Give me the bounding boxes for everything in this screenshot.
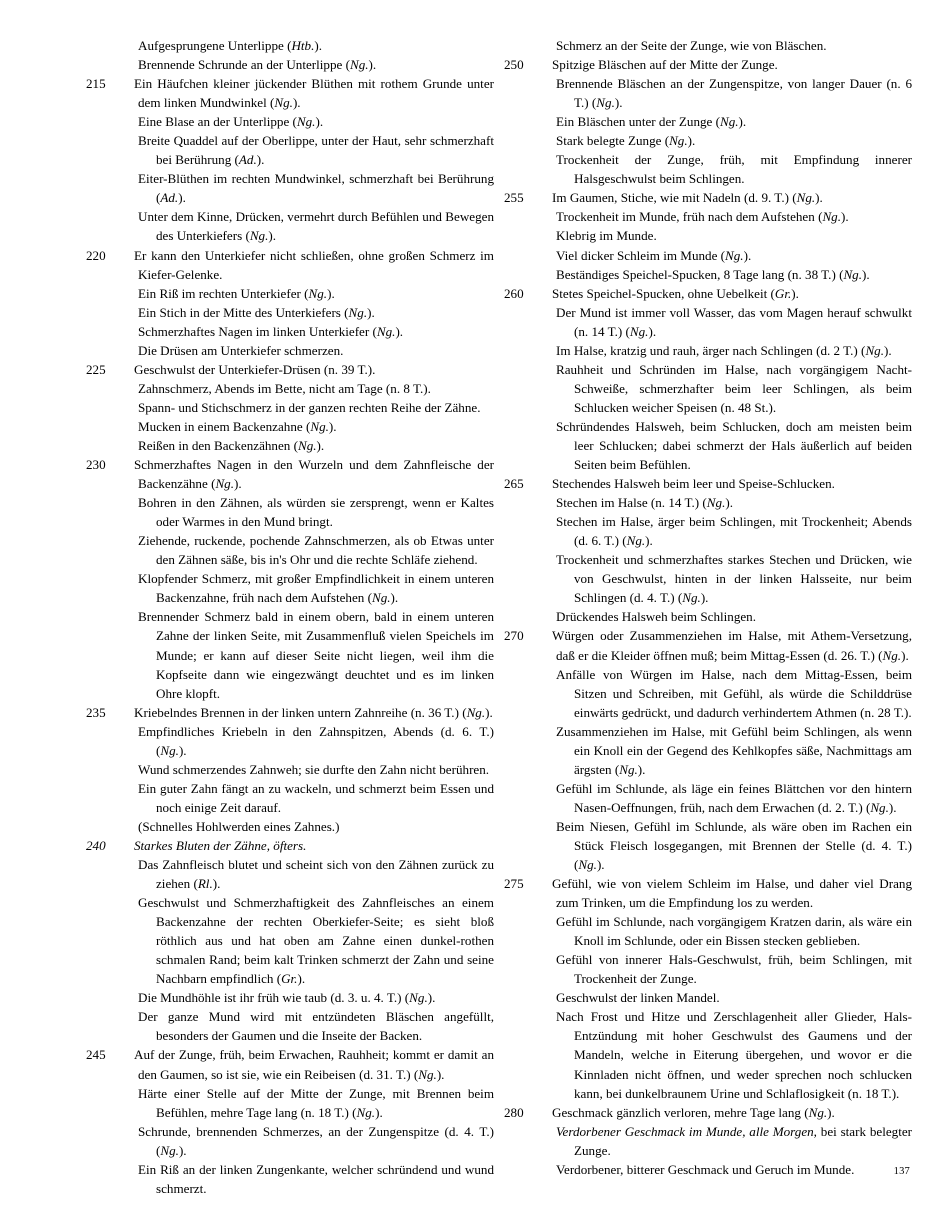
entry-text: Brennende Schrunde an der Unterlippe (	[138, 57, 350, 73]
entry-text-tail: ).	[637, 761, 646, 777]
symptom-entry	[530, 226, 912, 245]
source-abbreviation: Ng.	[409, 990, 428, 1006]
entry-text: Ein guter Zahn fängt an zu wackeln, und schmerzt beim Essen und noch einige Zeit darauf.	[138, 780, 494, 815]
symptom-entry-220	[86, 246, 494, 284]
symptom-entry	[530, 207, 912, 226]
entry-text: Starkes Bluten der Zähne, öfters.	[134, 837, 307, 853]
source-abbreviation: Ng.	[865, 342, 884, 358]
symptom-entry-275	[504, 874, 912, 912]
source-abbreviation: Ng.	[356, 1104, 376, 1120]
entry-number: 250	[504, 57, 524, 73]
entry-text-tail: ).	[645, 533, 653, 549]
entry-text: Stechendes Halsweh beim leer und Speise-Schlucken.	[552, 476, 835, 492]
entry-text-tail: ).	[827, 1104, 835, 1120]
entry-text: Schmerz an der Seite der Zunge, wie von Bläschen.	[556, 38, 827, 53]
entry-text: Stark belegte Zunge (	[556, 133, 670, 149]
symptom-entry	[112, 722, 494, 760]
symptom-entry	[530, 265, 912, 284]
entry-text: Verdorbener Geschmack im Munde, alle Morgen,	[556, 1123, 817, 1139]
symptom-entry	[112, 417, 494, 436]
entry-text-tail: ).	[268, 228, 277, 244]
symptom-entry	[530, 131, 912, 150]
source-abbreviation: Ng.	[808, 1104, 828, 1120]
entry-text: Anfälle von Würgen im Halse, nach dem Mittag-Essen, beim Sitzen und Schreiben, mit Gefühl, als würde die Schilddrüse einwärts gedrückt, und dadurch verhindertem Athmen (n. 28 T.).	[556, 666, 912, 720]
entry-text: Die Mundhöhle ist ihr früh wie taub (d. 3. u. 4. T.) (	[138, 990, 410, 1006]
symptom-entry	[530, 1007, 912, 1102]
source-abbreviation: Gr.	[281, 971, 298, 987]
entry-text: Die Drüsen am Unterkiefer schmerzen.	[138, 342, 344, 358]
entry-text: Ein Stich in der Mitte des Unterkiefers (	[138, 304, 349, 320]
entry-text: Aufgesprungene Unterlippe (	[138, 38, 292, 53]
entry-text-tail: ).	[596, 857, 605, 873]
source-abbreviation: Ng.	[596, 95, 615, 111]
source-abbreviation: Ng.	[296, 114, 316, 130]
entry-text-tail: ).	[297, 971, 306, 987]
symptom-entry	[112, 36, 494, 55]
entry-text: Würgen oder Zusammenziehen im Halse, mit Athem-Versetzung, daß er die Kleider öffnen muß; beim Mittag-Essen (d. 26. T.) (	[552, 628, 912, 663]
symptom-entry	[112, 531, 494, 569]
symptom-entry	[112, 398, 494, 417]
source-abbreviation: Ng.	[215, 476, 234, 492]
entry-text: Brennender Schmerz bald in einem obern, bald in einem unteren Zahne der linken Seite, mit Zusammenfluß vielen Speichels im Munde; er kann auf dieser Seite nicht liegen, weil ihm die Kopfseite dann wie eingezwängt deuchtet und es im linken Ohre klopft.	[138, 609, 494, 701]
source-abbreviation: Ng.	[682, 590, 701, 606]
entry-text-tail: ).	[212, 876, 221, 892]
source-abbreviation: Ng.	[160, 1142, 179, 1158]
symptom-entry-245	[86, 1045, 494, 1083]
symptom-entry	[112, 893, 494, 988]
symptom-entry	[112, 493, 494, 531]
entry-number: 260	[504, 285, 524, 301]
symptom-entry	[112, 112, 494, 131]
entry-text: Empfindliches Kriebeln in den Zahnspitzen, Abends (d. 6. T.) (	[138, 723, 494, 758]
entry-text-tail: ).	[178, 742, 187, 758]
entry-text: Spann- und Stichschmerz in der ganzen rechten Reihe der Zähne.	[138, 399, 481, 415]
entry-text-tail: ).	[427, 990, 436, 1006]
entry-text-tail: ).	[234, 476, 242, 492]
two-column-text-body	[86, 36, 913, 1198]
entry-text-tail: ).	[485, 704, 493, 720]
symptom-entry	[530, 1160, 912, 1179]
source-abbreviation: Ng.	[310, 418, 329, 434]
entry-number: 235	[86, 704, 106, 720]
entry-text: Beim Niesen, Gefühl im Schlunde, als wäre oben im Rachen ein Stück Fleisch losgegangen, mit Brennen der Stelle (d. 4. T.) (	[556, 818, 912, 873]
entry-text-tail: ).	[316, 437, 325, 453]
entry-text: Beständiges Speichel-Spucken, 8 Tage lang (n. 38 T.) (	[556, 266, 844, 282]
entry-number: 225	[86, 361, 106, 377]
entry-number: 270	[504, 628, 524, 644]
entry-number: 275	[504, 876, 524, 892]
entry-text: Gefühl im Schlunde, als läge ein feines Blättchen vor den hintern Nasen-Oeffnungen, früh, nach dem Erwachen (d. 2. T.) (	[556, 780, 912, 815]
entry-text: Schründendes Halsweh, beim Schlucken, doch am meisten beim leer Schlucken; dabei schmerzt der Hals äußerlich auf beiden Seiten beim Befühlen.	[556, 418, 912, 473]
entry-text: Er kann den Unterkiefer nicht schließen, ohne großen Schmerz im Kiefer-Gelenke.	[134, 247, 494, 282]
entry-text: Kriebelndes Brennen in der linken untern Zahnreihe (n. 36 T.) (	[134, 704, 467, 720]
symptom-entry	[112, 855, 494, 893]
symptom-entry	[530, 1122, 912, 1160]
entry-text: Trockenheit und schmerzhaftes starkes Stechen und Drücken, wie von Geschwulst, hinten in der linken Halsseite, nur beim Schlingen (d. 4. T.) (	[556, 552, 912, 606]
source-abbreviation: Ng.	[274, 95, 293, 111]
source-abbreviation: Ng.	[843, 266, 863, 282]
symptom-entry	[530, 36, 912, 55]
page-number: 137	[893, 1166, 910, 1177]
entry-text: Geschwulst und Schmerzhaftigkeit des Zahnfleisches an einem Backenzahne der rechten Oberkiefer-Seite; es sieht bloß röthlich aus und hat oben am Zahne einen dunkel-rothen schmalen Rand; beim kalt Trinken schmerzt der Zahn und seine Nachbarn empfindlich (	[138, 895, 494, 987]
symptom-entry-215	[86, 74, 494, 112]
entry-text-tail: ).	[862, 266, 870, 282]
symptom-entry	[112, 779, 494, 817]
entry-text-tail: ).	[178, 190, 186, 206]
entry-text-tail: ).	[395, 323, 404, 339]
entry-text: Auf der Zunge, früh, beim Erwachen, Rauhheit; kommt er damit an den Gaumen, so ist sie, wie ein Reibeisen (d. 31. T.) (	[134, 1047, 494, 1082]
entry-text-tail: ).	[390, 590, 399, 606]
entry-text: Verdorbener, bitterer Geschmack und Geruch im Munde.	[556, 1161, 855, 1177]
entry-text-tail: ).	[687, 133, 696, 149]
symptom-entry	[530, 665, 912, 722]
entry-text: Zusammenziehen im Halse, mit Gefühl beim Schlingen, als wenn ein Knoll ein der Gegend des Kehlkopfes säße, Nachmittags am ärgsten (	[556, 723, 912, 777]
entry-text: Ein Riß im rechten Unterkiefer (	[138, 285, 309, 301]
symptom-entry	[530, 246, 912, 265]
source-abbreviation: Gr.	[774, 285, 792, 301]
symptom-entry	[112, 569, 494, 607]
symptom-entry	[530, 988, 912, 1007]
entry-text: Brennende Bläschen an der Zungenspitze, von langer Dauer (n. 6 T.) (	[556, 76, 912, 111]
entry-text: Geschwulst der linken Mandel.	[556, 990, 720, 1006]
entry-text: Ein Häufchen kleiner jückender Blüthen mit rothem Grunde unter dem linken Mundwinkel (	[134, 76, 494, 111]
entry-text: Stechen im Halse, ärger beim Schlingen, mit Trockenheit; Abends (d. 6. T.) (	[556, 514, 912, 549]
entry-text: Wund schmerzendes Zahnweh; sie durfte den Zahn nicht berühren.	[138, 761, 490, 777]
source-abbreviation: Ng.	[719, 114, 739, 130]
entry-text-tail: ).	[292, 95, 301, 111]
source-abbreviation: Ng.	[626, 533, 646, 549]
entry-text-tail: ).	[725, 495, 733, 511]
entry-text: Mucken in einem Backenzahne (	[138, 418, 311, 434]
entry-text: Stetes Speichel-Spucken, ohne Uebelkeit (	[552, 285, 775, 301]
entry-text-tail: ).	[841, 209, 849, 225]
symptom-entry	[530, 817, 912, 874]
symptom-entry	[112, 988, 494, 1007]
entry-text: Ein Bläschen unter der Zunge (	[556, 114, 720, 130]
symptom-entry	[530, 303, 912, 341]
entry-text-tail: ).	[648, 323, 657, 339]
entry-text: Klebrig im Munde.	[556, 228, 657, 244]
entry-text: Stechen im Halse (n. 14 T.) (	[556, 495, 707, 511]
entry-text: Viel dicker Schleim im Munde (	[556, 247, 726, 263]
symptom-entry-225	[86, 360, 494, 379]
symptom-entry	[112, 55, 494, 74]
entry-text: Schrunde, brennenden Schmerzes, an der Zungenspitze (d. 4. T.) (	[138, 1123, 494, 1158]
symptom-entry	[530, 722, 912, 779]
entry-text: Unter dem Kinne, Drücken, vermehrt durch Befühlen und Bewegen des Unterkiefers (	[138, 209, 494, 244]
entry-text: Ziehende, ruckende, pochende Zahnschmerzen, als ob Etwas unter den Zähnen säße, bis in's Ohr und die rechte Schläfe ziehend.	[138, 533, 494, 568]
entry-text-tail: ).	[743, 247, 752, 263]
entry-text-tail: ).	[614, 95, 623, 111]
symptom-entry-235	[86, 703, 494, 722]
entry-text-tail: ).	[367, 304, 375, 320]
entry-number: 255	[504, 190, 524, 206]
symptom-entry	[530, 493, 912, 512]
entry-text-tail: ).	[327, 285, 335, 301]
entry-text-tail: ).	[368, 57, 377, 73]
entry-text-tail: ).	[178, 1142, 187, 1158]
entry-text: Reißen in den Backenzähnen (	[138, 437, 298, 453]
source-abbreviation: Ng.	[870, 799, 889, 815]
symptom-entry	[112, 760, 494, 779]
entry-text: Geschmack gänzlich verloren, mehre Tage lang (	[552, 1104, 809, 1120]
entry-text: Trockenheit der Zunge, früh, mit Empfindung innerer Halsgeschwulst beim Schlingen.	[556, 152, 912, 187]
source-abbreviation: Htb.	[291, 38, 315, 53]
entry-text: Im Halse, kratzig und rauh, ärger nach Schlingen (d. 2 T.) (	[556, 342, 866, 358]
entry-text: Gefühl, wie von vielem Schleim im Halse, und daher viel Drang zum Trinken, um die Empfindung los zu werden.	[552, 876, 912, 911]
symptom-entry-265	[504, 474, 912, 493]
entry-text-tail: ).	[738, 114, 747, 130]
symptom-entry	[112, 1160, 494, 1198]
symptom-entry	[112, 1084, 494, 1122]
entry-number: 265	[504, 476, 524, 492]
source-abbreviation: Ng.	[349, 57, 369, 73]
symptom-entry	[112, 379, 494, 398]
entry-text: Breite Quaddel auf der Oberlippe, unter der Haut, sehr schmerzhaft bei Berührung (	[138, 133, 494, 168]
symptom-entry	[530, 74, 912, 112]
symptom-entry	[112, 817, 494, 836]
symptom-entry	[112, 341, 494, 360]
source-abbreviation: Ad.	[238, 152, 257, 168]
entry-text: Nach Frost und Hitze und Zerschlagenheit aller Glieder, Hals-Entzündung mit hoher Geschwulst des Gaumens und der Mandeln, welche in Eiterung übergehen, und wovor er die Kinnladen nicht öffnen, und weder sprechen noch schlucken kann, bei dunkelbraunem Urine und Schlaflosigkeit (n. 18 T.).	[556, 1009, 912, 1101]
entry-text-tail: ).	[436, 1066, 445, 1082]
symptom-entry	[530, 779, 912, 817]
symptom-entry-255	[504, 188, 912, 207]
left-column	[86, 36, 494, 1198]
entry-text: Gefühl im Schlunde, nach vorgängigem Kratzen darin, als wäre ein Knoll im Schlunde, oder ein Bissen stecken geblieben.	[556, 914, 912, 949]
entry-text: Das Zahnfleisch blutet und scheint sich von den Zähnen zurück zu ziehen (	[138, 857, 494, 892]
entry-text-tail: ).	[901, 647, 909, 663]
source-abbreviation: Ng.	[466, 704, 486, 720]
entry-text: Schmerzhaftes Nagen im linken Unterkiefer (	[138, 323, 377, 339]
entry-text: Zahnschmerz, Abends im Bette, nicht am Tage (n. 8 T.).	[138, 380, 431, 396]
source-abbreviation: Ng.	[822, 209, 841, 225]
source-abbreviation: Ng.	[706, 495, 726, 511]
entry-text: Eine Blase an der Unterlippe (	[138, 114, 297, 130]
symptom-entry-260	[504, 284, 912, 303]
symptom-entry	[530, 417, 912, 474]
symptom-entry-280	[504, 1103, 912, 1122]
source-abbreviation: Ng.	[418, 1066, 437, 1082]
symptom-entry	[112, 284, 494, 303]
entry-text: Der Mund ist immer voll Wasser, das vom Magen herauf schwulkt (n. 14 T.) (	[556, 304, 912, 339]
source-abbreviation: Ng.	[297, 437, 317, 453]
entry-text: Eiter-Blüthen im rechten Mundwinkel, schmerzhaft bei Berührung (	[138, 171, 494, 206]
entry-text: (Schnelles Hohlwerden eines Zahnes.)	[138, 818, 340, 834]
entry-text-tail: ).	[888, 799, 897, 815]
entry-text: Drückendes Halsweh beim Schlingen.	[556, 609, 756, 625]
entry-text-tail: bei stark belegter Zunge.	[574, 1123, 913, 1158]
symptom-entry	[530, 550, 912, 607]
source-abbreviation: Ng.	[578, 857, 597, 873]
source-abbreviation: Rl.	[197, 876, 213, 892]
entry-text-tail: ).	[791, 285, 799, 301]
entry-text: Rauhheit und Schründen im Halse, nach vorgängigem Nacht-Schweiße, schmerzhafter beim leer Schlingen, als beim Schlucken weicher Speisen (n. 48 St.).	[556, 361, 912, 415]
entry-text: Ein Riß an der linken Zungenkante, welcher schründend und wund schmerzt.	[138, 1161, 494, 1196]
entry-number: 220	[86, 247, 106, 263]
symptom-entry	[530, 607, 912, 626]
symptom-entry	[112, 1122, 494, 1160]
entry-text: Spitzige Bläschen auf der Mitte der Zunge.	[552, 57, 778, 73]
symptom-entry-270	[504, 626, 912, 664]
symptom-entry-240	[86, 836, 494, 855]
symptom-entry-230	[86, 455, 494, 493]
right-column	[504, 36, 913, 1198]
entry-text: Der ganze Mund wird mit entzündeten Bläschen angefüllt, besonders der Gaumen und die Inseite der Backen.	[138, 1009, 494, 1044]
entry-text: Trockenheit im Munde, früh nach dem Aufstehen (	[556, 209, 823, 225]
entry-number: 230	[86, 457, 106, 473]
symptom-entry	[530, 360, 912, 417]
source-abbreviation: Ng.	[371, 590, 391, 606]
entry-text-tail: ).	[328, 418, 337, 434]
entry-text: Bohren in den Zähnen, als würden sie zersprengt, wenn er Kaltes oder Warmes in den Mund bringt.	[138, 495, 494, 530]
entry-text-tail: ).	[314, 38, 322, 53]
symptom-entry	[112, 322, 494, 341]
source-abbreviation: Ng.	[348, 304, 368, 320]
entry-text-tail: ).	[815, 190, 823, 206]
source-abbreviation: Ng.	[669, 133, 688, 149]
symptom-entry	[112, 1007, 494, 1045]
source-abbreviation: Ng.	[796, 190, 816, 206]
symptom-entry	[530, 512, 912, 550]
source-abbreviation: Ng.	[629, 323, 649, 339]
symptom-entry	[112, 169, 494, 207]
entry-text: Gefühl von innerer Hals-Geschwulst, früh, beim Schlingen, mit Trockenheit der Zunge.	[556, 952, 912, 987]
entry-text: Schmerzhaftes Nagen in den Wurzeln und dem Zahnfleische der Backenzähne (	[134, 457, 494, 492]
symptom-entry	[112, 207, 494, 245]
entry-number: 280	[504, 1104, 524, 1120]
entry-number: 240	[86, 837, 106, 853]
symptom-entry	[530, 150, 912, 188]
source-abbreviation: Ng.	[882, 647, 902, 663]
symptom-entry	[112, 303, 494, 322]
source-abbreviation: Ng.	[308, 285, 328, 301]
entry-text: Geschwulst der Unterkiefer-Drüsen (n. 39 T.).	[134, 361, 376, 377]
symptom-entry	[112, 436, 494, 455]
symptom-entry-250	[504, 55, 912, 74]
entry-text-tail: ).	[256, 152, 265, 168]
symptom-entry	[112, 607, 494, 702]
entry-number: 215	[86, 76, 106, 92]
source-abbreviation: Ng.	[376, 323, 396, 339]
entry-text: Im Gaumen, Stiche, wie mit Nadeln (d. 9. T.) (	[552, 190, 797, 206]
entry-text: Klopfender Schmerz, mit großer Empfindlichkeit in einem unteren Backenzahne, früh nach dem Aufstehen (	[138, 571, 494, 606]
symptom-entry	[530, 912, 912, 950]
source-abbreviation: Ad.	[160, 190, 179, 206]
symptom-entry	[112, 131, 494, 169]
source-abbreviation: Ng.	[725, 247, 744, 263]
symptom-entry	[530, 112, 912, 131]
entry-text-tail: ).	[884, 342, 892, 358]
symptom-entry	[530, 341, 912, 360]
entry-text: Härte einer Stelle auf der Mitte der Zunge, mit Brennen beim Befühlen, mehre Tage lang (n. 18 T.) (	[138, 1085, 494, 1120]
entry-text-tail: ).	[315, 114, 324, 130]
entry-text-tail: ).	[375, 1104, 383, 1120]
symptom-entry	[530, 950, 912, 988]
source-abbreviation: Ng.	[160, 742, 179, 758]
entry-number: 245	[86, 1047, 106, 1063]
source-abbreviation: Ng.	[619, 761, 638, 777]
entry-text-tail: ).	[700, 590, 709, 606]
source-abbreviation: Ng.	[249, 228, 269, 244]
